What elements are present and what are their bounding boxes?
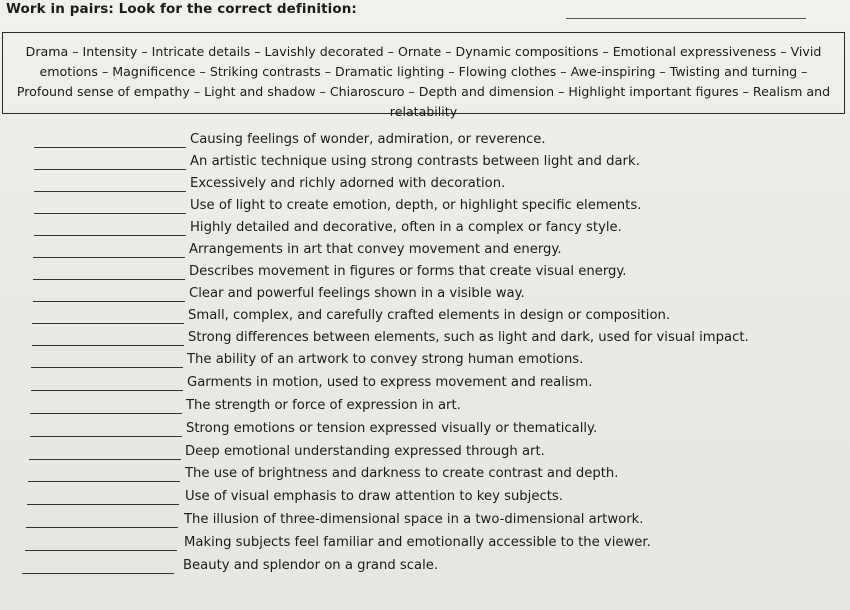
definition-text: Excessively and richly adorned with decoration. [190,176,506,191]
definition-row [0,308,850,330]
definition-text: Strong emotions or tension expressed visually or thematically. [186,421,598,436]
definition-row [0,352,850,374]
answer-blank[interactable] [34,213,186,214]
definition-row [0,176,850,198]
definition-text: Highly detailed and decorative, often in a complex or fancy style. [190,220,622,235]
definition-row [0,286,850,308]
definition-row [0,535,850,557]
definition-row [0,558,850,580]
definition-text: Use of light to create emotion, depth, or highlight specific elements. [190,198,642,213]
definition-row [0,489,850,511]
answer-blank[interactable] [33,257,185,258]
definition-row [0,154,850,176]
definition-row [0,375,850,397]
worksheet-title: Work in pairs: Look for the correct definition: [6,1,357,17]
definition-text: The illusion of three-dimensional space in a two-dimensional artwork. [184,512,644,527]
word-bank: Drama – Intensity – Intricate details – Lavishly decorated – Ornate – Dynamic compositions – Emotional expressiveness – Vivid emotions – Magnificence – Striking contrasts – Dramatic lighting – Flowing clothes – Awe-inspiring – Twisting and turning – Profound sense of empathy – Light and shadow – Chiaroscuro – Depth and dimension – Highlight important figures – Realism and relatability [2,32,845,114]
definition-row [0,220,850,242]
definition-row [0,421,850,443]
definition-text: Strong differences between elements, such as light and dark, used for visual impact. [188,330,749,345]
definition-text: Making subjects feel familiar and emotionally accessible to the viewer. [184,535,651,550]
answer-blank[interactable] [34,191,186,192]
answer-blank[interactable] [32,323,184,324]
definition-text: The ability of an artwork to convey strong human emotions. [187,352,584,367]
answer-blank[interactable] [31,367,183,368]
definition-text: The use of brightness and darkness to create contrast and depth. [185,466,619,481]
definition-text: Causing feelings of wonder, admiration, or reverence. [190,132,546,147]
definition-row [0,264,850,286]
definition-row [0,512,850,534]
answer-blank[interactable] [25,550,177,551]
definition-text: Describes movement in figures or forms that create visual energy. [189,264,627,279]
answer-blank[interactable] [22,573,174,574]
definition-text: An artistic technique using strong contrasts between light and dark. [190,154,640,169]
answer-blank[interactable] [29,459,181,460]
answer-blank[interactable] [30,413,182,414]
definition-row [0,242,850,264]
answer-blank[interactable] [26,527,178,528]
answer-blank[interactable] [34,147,186,148]
definition-text: Deep emotional understanding expressed through art. [185,444,545,459]
definition-text: Arrangements in art that convey movement and energy. [189,242,562,257]
answer-blank[interactable] [28,481,180,482]
definition-text: Clear and powerful feelings shown in a visible way. [189,286,525,301]
definition-text: Use of visual emphasis to draw attention to key subjects. [185,489,563,504]
answer-blank[interactable] [34,169,186,170]
answer-blank[interactable] [31,390,183,391]
definition-row [0,330,850,352]
name-line [566,18,806,19]
definition-row [0,198,850,220]
definition-row [0,398,850,420]
answer-blank[interactable] [32,345,184,346]
definition-row [0,132,850,154]
answer-blank[interactable] [30,436,182,437]
definition-text: Beauty and splendor on a grand scale. [183,558,439,573]
definition-text: Small, complex, and carefully crafted elements in design or composition. [188,308,671,323]
definition-row [0,466,850,488]
definition-text: The strength or force of expression in art. [186,398,461,413]
definition-row [0,444,850,466]
answer-blank[interactable] [27,504,179,505]
answer-blank[interactable] [33,279,185,280]
answer-blank[interactable] [33,301,185,302]
answer-blank[interactable] [34,235,186,236]
definition-text: Garments in motion, used to express movement and realism. [187,375,593,390]
